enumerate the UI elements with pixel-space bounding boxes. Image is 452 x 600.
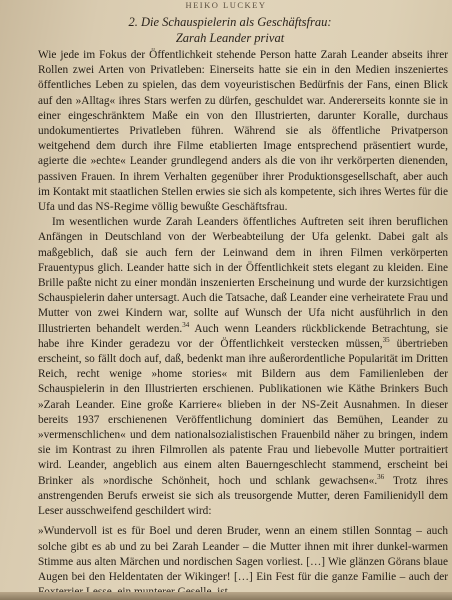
paragraph-2-text-c: übertrieben erscheint, so fällt doch auf, daß, bedenkt man ihre außerordentliche Popularität im Dritten Reich, recht wenige »home stories« mit Bildern aus dem Familienleben der Schauspielerin in den Illustrierten erschienen. Publikationen wie Käthe Brinkers Buch »Zarah Leander. Eine große Karriere« blieben in der NS-Zeit Ausnahmen. In dieser bereits 1937 erschienenen Veröffentlichung dominiert das Bemühen, Leander zu »vermenschlichen« und dem nationalsozialistischen Frauenbild näher zu bringen, indem sie im Kontrast zu ihren Filmrollen als patente Frau und liebevolle Mutter portraitiert wird. Leander, angeblich aus einem alten Bauerngeschlecht stammend, erscheint bei Brinker als »nordische Schönheit, hoch und schlank gewachsen«. (38, 337, 449, 487)
paragraph-1: Wie jede im Fokus der Öffentlichkeit stehende Person hatte Zarah Leander abseits ihrer Rollen zwei Arten von Privatleben: Einerseits hatte sie ein in den Medien inszeniertes öffentliches Leben zu spielen, das dem voyeuristischen Bedürfnis der Fans, einen Blick auf den »Alltag« ihres Stars werfen zu dürfen, geschuldet war. Andererseits konnte sie in einer eingeschränktem Maße ein von den Illustrierten, darunter Koralle, durchaus undokumentiertes Privatleben führen. Während sie als öffentliche Privatperson weitgehend dem durch ihre Filme etablierten Image entsprechend präsentiert wurde, agierte die »echte« Leander grundlegend anders als die von ihr verkörperten dienenden, passiven Frauen. In ihrem Verhalten gegenüber ihrer Produktionsgesellschaft, aber auch im Kontakt mit staatlichen Stellen erwies sie sich als kompetente, sich ihres Wertes für die Ufa und das NS-Regime völlig bewußte Geschäftsfrau. (38, 49, 448, 214)
section-title-line1: 2. Die Schauspielerin als Geschäftsfrau: (128, 15, 332, 29)
footnote-ref-35: 35 (382, 336, 390, 345)
footnote-ref-36: 36 (377, 472, 385, 481)
paragraph-2-text-d: Trotz ihres anstrengenden Berufs erweist sie sich als treusorgende Mutter, deren Familienidyll dem Leser ausschweifend geschildert wird: (38, 474, 449, 518)
section-title-line2: Zarah Leander privat (175, 31, 285, 45)
paragraph-2-text-a: Im wesentlichen wurde Zarah Leanders öffentliches Auftreten seit ihren beruflichen Anfängen in Deutschland von der Werbeabteilung der Ufa gelenkt. Dabei galt als maßgeblich, daß sie auch fern der Leinwand dem in ihren Filmen verkörperten Frauentypus glich. Leander hatte sich in der Öffentlichkeit stets elegant zu kleiden. Eine Brille paßte nicht zu einer mondän inszenierten Erscheinung und wurde der kurzsichtigen Schauspielerin daher untersagt. Auch die Tatsache, daß Leander eine verheiratete Frau und Mutter von zwei Kindern war, sollte auf Wunsch der Ufa nicht ausführlich in den Illustrierten behandelt werden. (38, 216, 448, 335)
block-quote (38, 524, 448, 600)
paragraph-2-text-b: Auch wenn Leanders rückblickende Betrachtung, sie habe ihre Kinder geradezu vor der Öffentlichkeit verstecken müssen, (38, 322, 448, 350)
running-head: HEIKO LUCKEY (185, 0, 267, 10)
paragraph-2 (38, 215, 448, 519)
footnote-ref-34: 34 (182, 320, 190, 329)
section-heading (40, 14, 420, 46)
body-text (38, 48, 448, 600)
quote-text: »Wundervoll ist es für Boel und deren Bruder, wenn an einem stillen Sonntag – auch solche gibt es ab und zu bei Zarah Leander – die Mutter ihnen mit ihrer dunkel-warmen Stimme aus alten Märchen und nordischen Sagen vorliest. […] Wie glänzen Görans blaue Augen bei den Heldentaten der Wikinger! […] Ein Fest für die ganze Familie – auch der (38, 525, 448, 583)
page-bottom-edge (0, 592, 452, 600)
